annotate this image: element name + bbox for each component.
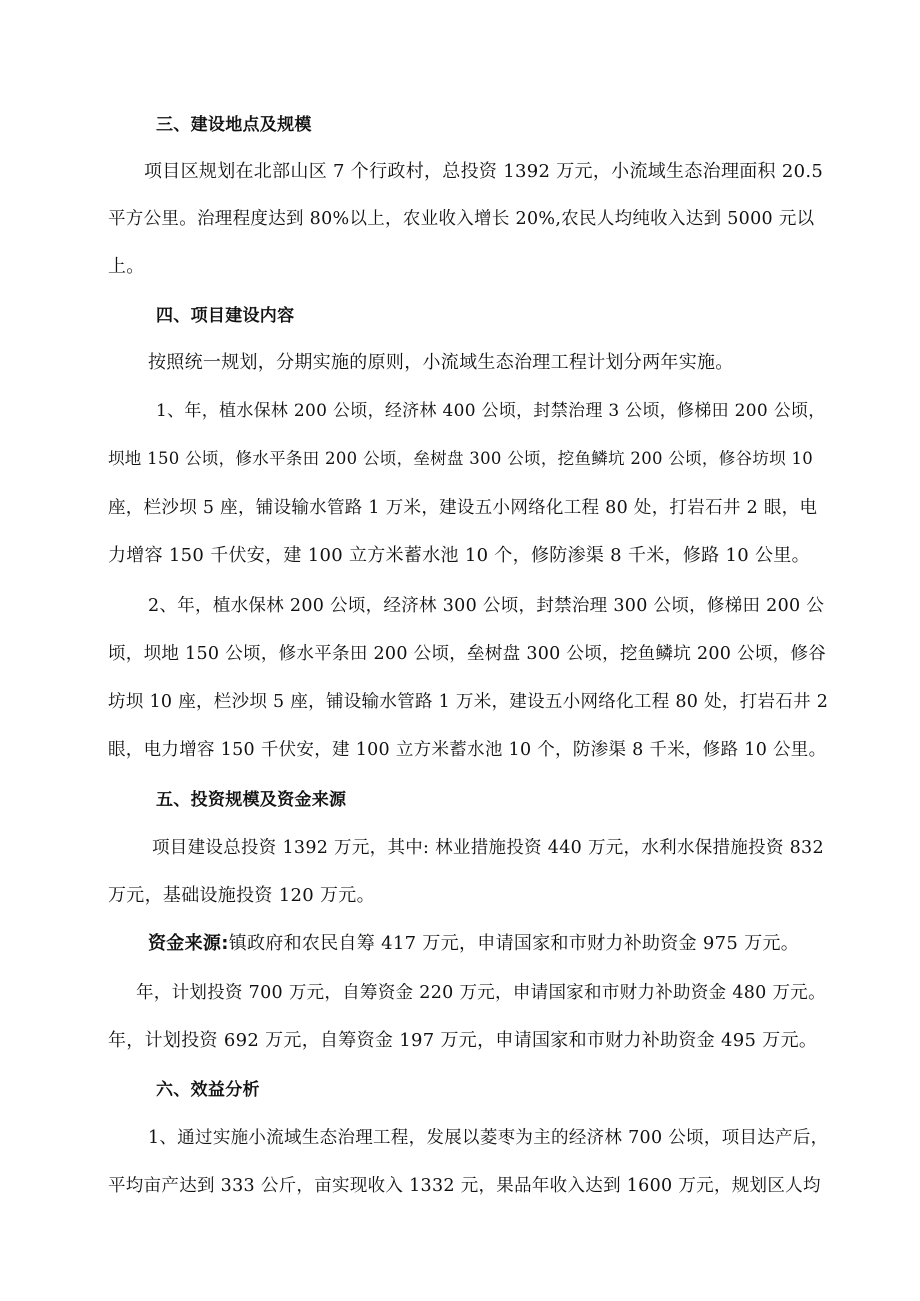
section-5-invest-line-2: 万元，基础设施投资 120 万元。	[108, 885, 375, 906]
item-1-line-1: 1、年，植水保林 200 公顷，经济林 400 公顷，封禁治理 3 公顷，修梯田 200 公顷，	[156, 401, 826, 421]
section-3-heading: 三、建设地点及规模	[156, 115, 312, 135]
item-1-line-3: 座，栏沙坝 5 座，铺设输水管路 1 万米，建设五小网络化工程 80 处，打岩石井 2 眼，电	[108, 498, 818, 518]
item-2-line-1: 2、年，植水保林 200 公顷，经济林 300 公顷，封禁治理 300 公顷，修梯田 200 公	[148, 596, 825, 616]
section-4-heading: 四、项目建设内容	[156, 306, 295, 326]
section-6-line-2: 平均亩产达到 333 公斤，亩实现收入 1332 元，果品年收入达到 1600 万元，规划区人均	[108, 1176, 821, 1196]
year-1-plan: 年，计划投资 700 万元，自筹资金 220 万元，申请国家和市财力补助资金 480 万元。	[136, 983, 826, 1003]
item-1-line-2: 坝地 150 公顷，修水平条田 200 公顷，垒树盘 300 公顷，挖鱼鳞坑 200 公顷，修谷坊坝 10	[108, 449, 814, 468]
funds-source-line	[108, 932, 828, 956]
section-3-line-1: 项目区规划在北部山区 7 个行政村，总投资 1392 万元，小流域生态治理面积 20.5	[144, 161, 824, 182]
year-2-plan: 年，计划投资 692 万元，自筹资金 197 万元，申请国家和市财力补助资金 495 万元。	[108, 1030, 818, 1051]
item-2-line-4: 眼，电力增容 150 千伏安，建 100 立方米蓄水池 10 个，防渗渠 8 千米，修路 10 公里。	[108, 740, 827, 760]
section-4-intro: 按照统一规划，分期实施的原则，小流域生态治理工程计划分两年实施。	[148, 352, 734, 373]
item-2-line-3: 坊坝 10 座，栏沙坝 5 座，铺设输水管路 1 万米，建设五小网络化工程 80 处，打岩石井 2	[108, 692, 829, 712]
section-3-line-2: 平方公里。治理程度达到 80%以上，农业收入增长 20%,农民人均纯收入达到 5000 元以	[108, 209, 815, 229]
section-6-line-1: 1、通过实施小流域生态治理工程，发展以菱枣为主的经济林 700 公顷，项目达产后，	[148, 1128, 829, 1148]
section-5-invest-line-1: 项目建设总投资 1392 万元，其中: 林业措施投资 440 万元，水利水保措施投资 832	[152, 838, 824, 858]
section-5-heading: 五、投资规模及资金来源	[156, 790, 347, 810]
section-3-line-3: 上。	[108, 256, 145, 277]
funds-source-label: 资金来源:	[148, 933, 229, 954]
funds-source-text: 镇政府和农民自筹 417 万元，申请国家和市财力补助资金 975 万元。	[228, 933, 800, 954]
section-6-heading: 六、效益分析	[156, 1080, 260, 1100]
item-2-line-2: 顷，坝地 150 公顷，修水平条田 200 公顷，垒树盘 300 公顷，挖鱼鳞坑 200 公顷，修谷	[108, 644, 827, 664]
item-1-line-4: 力增容 150 千伏安，建 100 立方米蓄水池 10 个，修防渗渠 8 千米，修路 10 公里。	[108, 545, 810, 566]
